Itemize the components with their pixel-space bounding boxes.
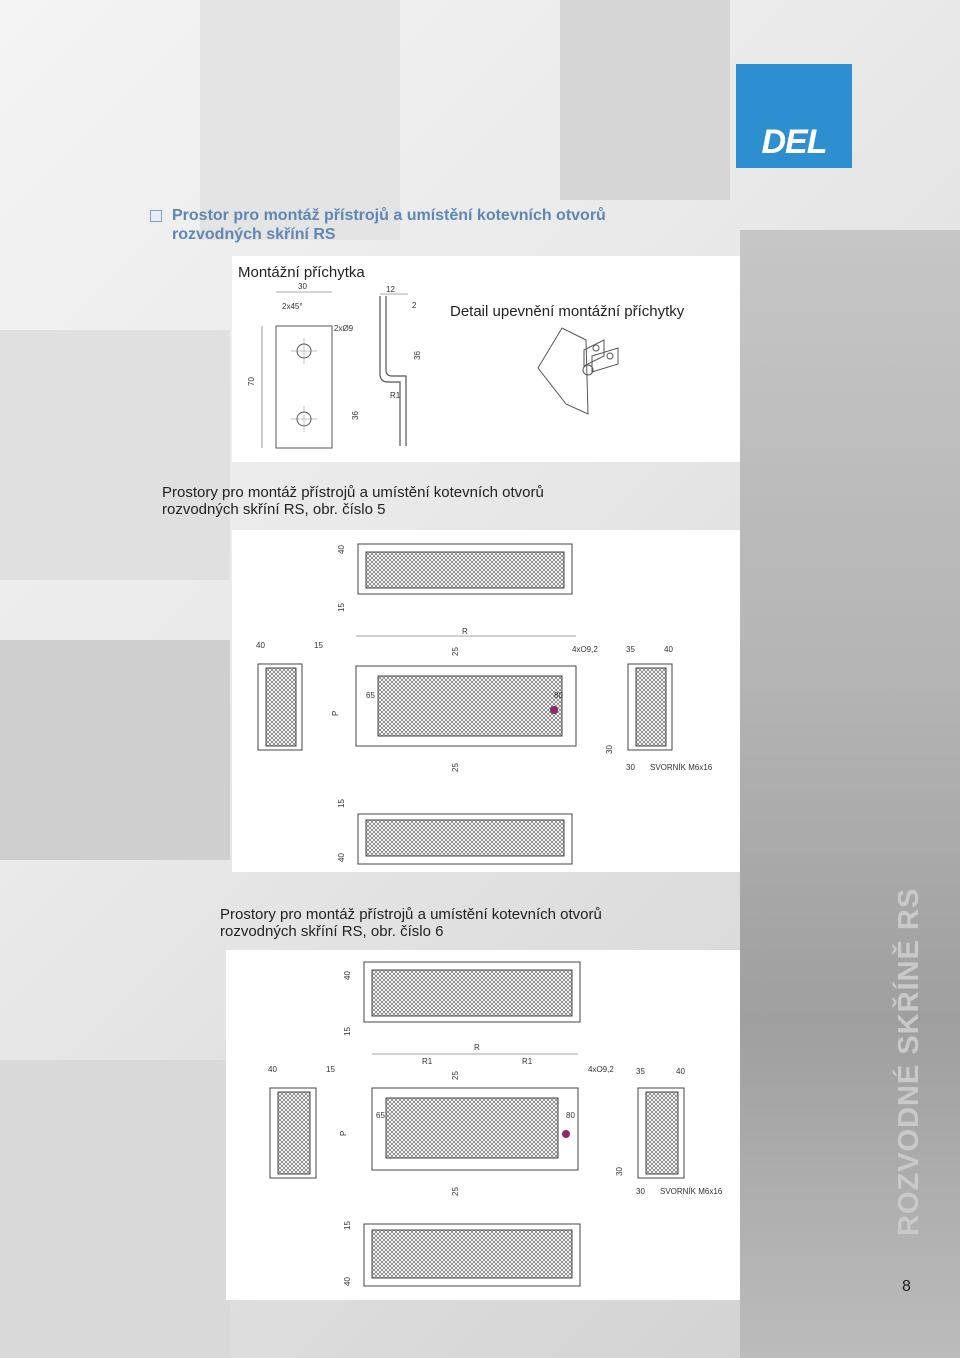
- logo-text: DEL: [761, 123, 827, 161]
- dim-25-bottom: 25: [451, 763, 460, 772]
- dim-36a: 36: [413, 351, 422, 360]
- figure1-detail-title: Detail upevnění montážní příchytky: [450, 303, 685, 320]
- dim-15-left: 15: [326, 1065, 335, 1074]
- dim-70: 70: [247, 377, 256, 386]
- dim-15-top: 15: [337, 603, 346, 612]
- top-view-plate: [366, 552, 564, 588]
- figure1-title: Montážní příchytka: [238, 264, 365, 281]
- detail-wall: [538, 328, 588, 414]
- dim-80: 80: [554, 691, 563, 700]
- dim-25-top: 25: [451, 1071, 460, 1080]
- dim-r: R: [462, 627, 468, 636]
- dim-15-bottom: 15: [337, 799, 346, 808]
- bottom-view-plate: [366, 820, 564, 856]
- bolt-icon: [550, 706, 558, 714]
- dim-15-bottom: 15: [343, 1221, 352, 1230]
- square-bullet-icon: [150, 210, 162, 222]
- dim-30-v: 30: [605, 745, 614, 754]
- dim-15-left: 15: [314, 641, 323, 650]
- dim-40-right: 40: [664, 645, 673, 654]
- dim-40-left: 40: [268, 1065, 277, 1074]
- dim-35: 35: [626, 645, 635, 654]
- mounting-plate: [378, 676, 562, 736]
- background-photo-strip: [740, 230, 960, 1358]
- enclosure-drawing-6: [226, 950, 740, 1300]
- dim-r1-right: R1: [522, 1057, 533, 1066]
- side-section-title: ROZVODNÉ SKŘÍNĚ RS: [893, 887, 925, 1236]
- dim-30-v: 30: [615, 1167, 624, 1176]
- svornik-label: SVORNÍK M6x16: [660, 1187, 723, 1196]
- dim-holes: 4xO9,2: [588, 1065, 614, 1074]
- dim-25-bottom: 25: [451, 1187, 460, 1196]
- top-view-plate: [372, 970, 572, 1016]
- section-heading: [150, 206, 732, 244]
- dim-30: 30: [298, 282, 307, 291]
- dim-35: 35: [636, 1067, 645, 1076]
- figure2-caption: [162, 484, 544, 518]
- enclosure-drawing-5: [232, 530, 740, 872]
- dim-p: P: [339, 1130, 348, 1136]
- dim-p: P: [331, 710, 340, 716]
- dim-25-top: 25: [451, 647, 460, 656]
- figure2-caption-line2: rozvodných skříní RS, obr. číslo 5: [162, 501, 386, 518]
- figure3-caption-line1: Prostory pro montáž přístrojů a umístění kotevních otvorů: [220, 906, 602, 923]
- dim-36b: 36: [351, 411, 360, 420]
- heading-line1: Prostor pro montáž přístrojů a umístění kotevních otvorů: [172, 207, 606, 224]
- background-tile: [560, 0, 730, 200]
- figure3-caption-line2: rozvodných skříní RS, obr. číslo 6: [220, 923, 444, 940]
- dim-65: 65: [376, 1111, 385, 1120]
- dim-40-bottom: 40: [337, 853, 346, 862]
- dim-30-h: 30: [626, 763, 635, 772]
- bolt-icon: [562, 1130, 570, 1138]
- background-tile: [200, 0, 400, 240]
- dim-15-top: 15: [343, 1027, 352, 1036]
- dim-r1-left: R1: [422, 1057, 433, 1066]
- dim-40-left: 40: [256, 641, 265, 650]
- dim-r: R: [474, 1043, 480, 1052]
- dim-r1: R1: [390, 391, 401, 400]
- figure3-caption: [220, 906, 602, 940]
- mounting-plate: [386, 1098, 558, 1158]
- dim-chamfer: 2x45°: [282, 302, 303, 311]
- figure2-caption-line1: Prostory pro montáž přístrojů a umístění kotevních otvorů: [162, 484, 544, 501]
- dim-40-right: 40: [676, 1067, 685, 1076]
- dim-12: 12: [386, 285, 395, 294]
- dim-30-h: 30: [636, 1187, 645, 1196]
- dim-holes: 2xØ9: [334, 324, 354, 333]
- bracket-profile: [380, 296, 400, 446]
- dim-40-bottom: 40: [343, 1277, 352, 1286]
- dim-holes: 4xO9,2: [572, 645, 598, 654]
- bracket-drawing: [232, 256, 740, 462]
- background-tile: [0, 640, 230, 860]
- page-number: 8: [902, 1278, 911, 1295]
- dim-40-top: 40: [343, 971, 352, 980]
- bottom-view-plate: [372, 1230, 572, 1278]
- dim-2: 2: [412, 301, 417, 310]
- background-tile: [0, 330, 230, 580]
- del-logo: [736, 64, 852, 168]
- dim-65: 65: [366, 691, 375, 700]
- svornik-label: SVORNÍK M6x16: [650, 763, 713, 772]
- dim-40-top: 40: [337, 545, 346, 554]
- dim-80: 80: [566, 1111, 575, 1120]
- heading-line2: rozvodných skříní RS: [172, 226, 336, 243]
- background-tile: [0, 1060, 230, 1358]
